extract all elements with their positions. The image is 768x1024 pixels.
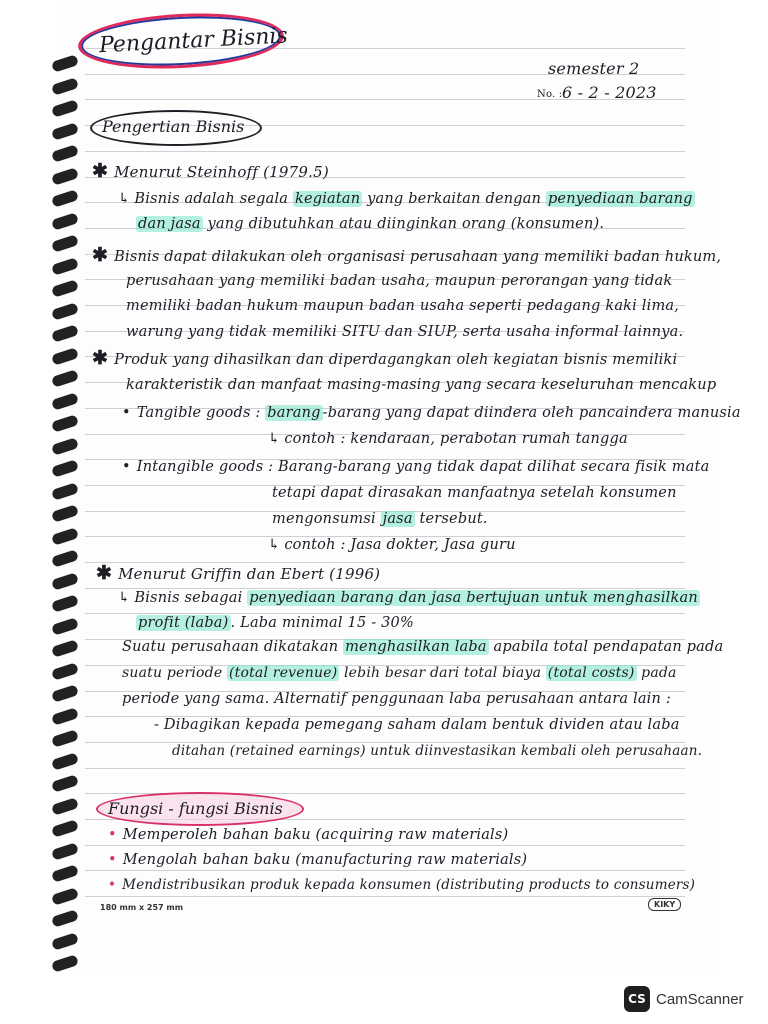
definition-2-line-4: warung yang tidak memiliki SITU dan SIUP, serta usaha informal lainnya. <box>126 324 684 340</box>
section-2-heading: Fungsi - fungsi Bisnis <box>108 799 283 818</box>
intangible-example: ↳ contoh : Jasa dokter, Jasa guru <box>268 537 516 553</box>
arrow-icon: ↳ <box>118 590 131 606</box>
definition-4-line-4: suatu periode (total revenue) lebih besar dari total biaya (total costs) pada <box>122 665 677 681</box>
tangible-line: • Tangible goods : barang -barang yang dapat diindera oleh pancaindera manusia <box>122 405 741 421</box>
definition-4-line-2: profit (laba) . Laba minimal 15 - 30% <box>138 615 414 631</box>
star-icon: ✱ <box>92 160 109 182</box>
ruled-line <box>85 870 685 871</box>
definition-2-line-3: memiliki badan hukum maupun badan usaha seperti pedagang kaki lima, <box>126 298 680 314</box>
definition-1-title: ✱ Menurut Steinhoff (1979.5) <box>92 160 329 182</box>
camscanner-text: CamScanner <box>656 990 744 1008</box>
definition-4-line-5: periode yang sama. Alternatif penggunaan laba perusahaan antara lain : <box>122 691 671 707</box>
tangible-example: ↳ contoh : kendaraan, perabotan rumah tangga <box>268 431 628 447</box>
ruled-line <box>85 896 685 897</box>
intangible-line-2: tetapi dapat dirasakan manfaatnya setelah konsumen <box>272 485 677 501</box>
function-item: • Memperoleh bahan baku (acquiring raw materials) <box>108 827 509 843</box>
bullet-icon: • <box>108 877 117 893</box>
bullet-icon: • <box>108 852 117 868</box>
brand-badge: KIKY <box>648 898 681 911</box>
ruled-line <box>85 845 685 846</box>
definition-4-line-3: Suatu perusahaan dikatakan menghasilkan laba apabila total pendapatan pada <box>122 639 724 655</box>
definition-1-line-1: ↳ Bisnis adalah segala kegiatan yang berkaitan dengan penyediaan barang <box>118 191 693 207</box>
bullet-icon: • <box>108 827 117 843</box>
date-label: No. : <box>537 89 563 100</box>
definition-4-line-7: ditahan (retained earnings) untuk diinvestasikan kembali oleh perusahaan. <box>172 743 703 759</box>
arrow-icon: ↳ <box>268 537 281 553</box>
intangible-line-1: • Intangible goods : Barang-barang yang tidak dapat dilihat secara fisik mata <box>122 459 710 475</box>
definition-4-line-1: ↳ Bisnis sebagai penyediaan barang dan jasa bertujuan untuk menghasilkan <box>118 590 698 606</box>
semester-label: semester 2 <box>548 59 640 78</box>
date-value: 6 - 2 - 2023 <box>562 83 657 102</box>
intangible-line-3: mengonsumsi jasa tersebut. <box>272 511 488 527</box>
definition-4-title: ✱ Menurut Griffin dan Ebert (1996) <box>96 562 381 584</box>
definition-2-line-2: perusahaan yang memiliki badan usaha, maupun perorangan yang tidak <box>126 273 673 289</box>
function-item: • Mengolah bahan baku (manufacturing raw materials) <box>108 852 528 868</box>
star-icon: ✱ <box>96 562 113 584</box>
star-icon: ✱ <box>92 347 109 369</box>
definition-1-line-2: dan jasa yang dibutuhkan atau diinginkan orang (konsumen). <box>138 216 605 232</box>
page-title: Pengantar Bisnis <box>98 23 289 59</box>
star-icon: ✱ <box>92 244 109 266</box>
section-heading-oval <box>90 110 262 146</box>
paper-size-label: 180 mm x 257 mm <box>100 903 184 912</box>
camscanner-watermark <box>624 986 744 1012</box>
function-item: • Mendistribusikan produk kepada konsumen (distributing products to consumers) <box>108 877 696 893</box>
section-2-heading-oval <box>96 792 304 826</box>
definition-3-line-2: karakteristik dan manfaat masing-masing yang secara keseluruhan mencakup <box>126 377 717 393</box>
ruled-line <box>85 768 685 769</box>
definition-2-line-1: ✱ Bisnis dapat dilakukan oleh organisasi perusahaan yang memiliki badan hukum, <box>92 244 722 266</box>
ruled-line <box>85 562 685 563</box>
bullet-icon: • <box>122 405 131 421</box>
definition-3-line-1: ✱ Produk yang dihasilkan dan diperdagangkan oleh kegiatan bisnis memiliki <box>92 347 678 369</box>
arrow-icon: ↳ <box>268 431 281 447</box>
section-heading: Pengertian Bisnis <box>102 117 245 136</box>
definition-4-line-6: - Dibagikan kepada pemegang saham dalam bentuk dividen atau laba <box>154 717 680 733</box>
arrow-icon: ↳ <box>118 191 131 207</box>
camscanner-icon: CS <box>624 986 650 1012</box>
ruled-line <box>85 151 685 152</box>
bullet-icon: • <box>122 459 131 475</box>
